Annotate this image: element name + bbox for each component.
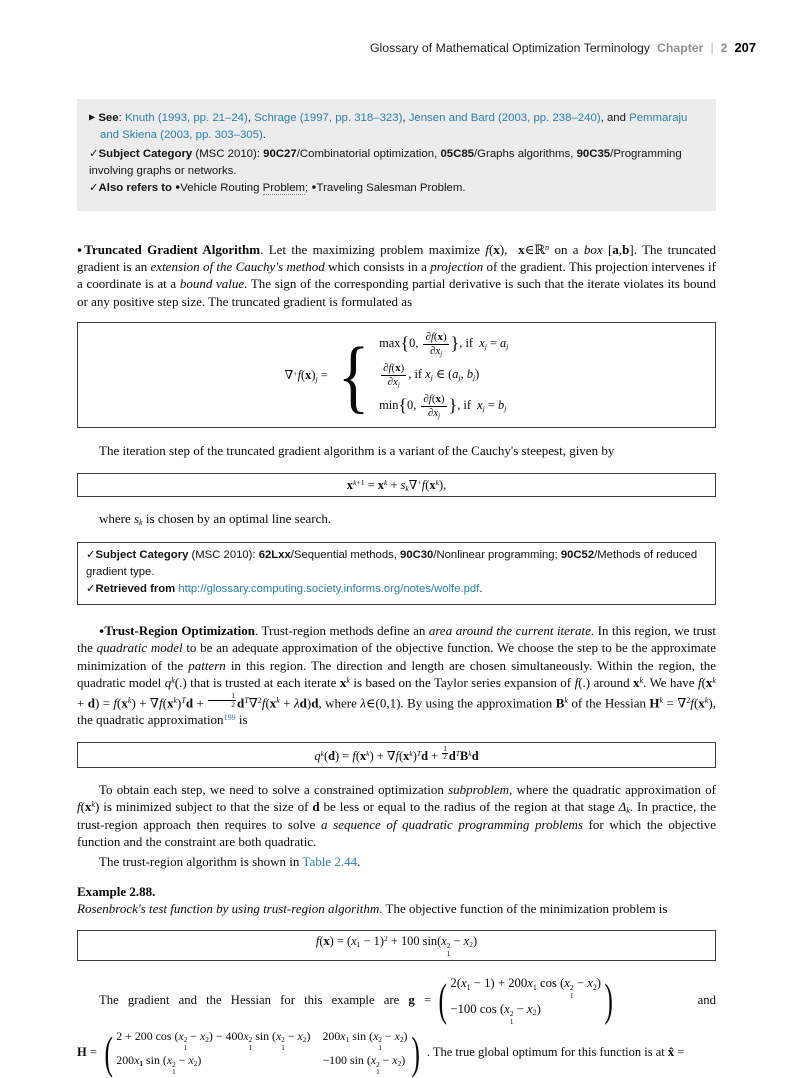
piecewise-case-lower-bound: max{0, $\frac{\partial f(x)}{\partial x_j}$ }, if $x_j = a_j$: [379, 331, 509, 358]
retrieved-url-link[interactable]: http://glossary.computing.society.informs.org/notes/wolfe.pdf: [178, 583, 480, 596]
hessian-cell-r1c2: $200x_1$ sin (x 2 1 − $x_2$): [322, 1028, 408, 1052]
ref-link-schrage[interactable]: Schrage (1997, pp. 318–323): [254, 112, 403, 124]
hessian-cell-r2c2: −100 sin (x 2 1 − $x_2$): [322, 1053, 406, 1077]
open-paren-glyph: (: [104, 1026, 113, 1078]
table-reference-paragraph: The trust-region algorithm is shown in Table 2.44.: [99, 854, 361, 870]
truncated-gradient-formula-box: [77, 322, 716, 428]
close-paren-glyph: ): [410, 1026, 420, 1078]
running-head-title: Glossary of Mathematical Optimization Terminology: [369, 41, 650, 55]
gradient-row-1: $2(x_1 - 1) + 200x_1$ cos (x 2 1 − $x_2$): [450, 976, 602, 1000]
page-header: [77, 40, 756, 55]
open-paren-glyph: (: [438, 974, 447, 1026]
footnote-199-link[interactable]: 199: [223, 713, 236, 723]
hessian-matrix: [101, 1028, 423, 1077]
example-heading: Example 2.88.: [77, 883, 156, 899]
formula-lhs: $\nabla^+f(x)_j$ =: [284, 368, 328, 384]
subject-category-line: ✓Subject Category (MSC 2010): 90C27/Combinatorial optimization, 05C85/Graphs algorithms, 90C35/Programming involving graphs or networks.: [89, 147, 682, 177]
piecewise-case-interior: $\frac{\partial f(x)}{\partial x_j}$ , if $x_j$ ∈ ($a_j$, $b_j$): [383, 362, 480, 389]
gradient-row: [77, 974, 716, 1025]
ref-link-knuth[interactable]: Knuth (1993, pp. 21–24): [124, 112, 248, 124]
piecewise-case-upper-bound: min{0, $\frac{\partial f(x)}{\partial x_j}$ }, if $x_j = b_j$: [379, 393, 507, 420]
iteration-formula-box: $x^{k+1} = x^k + s_k\nabla^+f(x^k)$,: [77, 473, 716, 497]
reference-box: [77, 99, 716, 211]
trust-region-paragraph: ●Trust-Region Optimization. Trust-region methods define an area around the current iterate. In this region, we trust the quadratic model to be an adequate approximation of the objective function. We choose the step to be the approximate minimization of the pattern in this region. The direction and length are chosen simultaneously. Within the region, the quadratic model $q^k(.)$ that is trusted at each iterate $x^k$ is based on the Taylor series expansion of f(.) around $x^k$. We have $f(x^k + d) = f(x^k) + \nabla f(x^k)^Td$ + $\frac{1}{2}$ $d^T\nabla^2f(x^k + \lambda d)d$, where λ∈(0,1). By using the approximation $B^k$ of the Hessian $H^k = \nabla^2f(x^k)$, the quadratic approximation$^{199}$ is: [77, 623, 717, 728]
line-search-paragraph: where $s_k$ is chosen by an optimal line search.: [99, 510, 332, 528]
ref-link-pemmaraju-skiena[interactable]: Pemmaraju and Skiena (2003, pp. 303–305): [100, 112, 688, 142]
gradient-vector: [435, 974, 616, 1025]
subject-category-line-2: ✓Subject Category (MSC 2010): 62Lxx/Sequential methods, 90C30/Nonlinear programming; 90C52/Methods of reduced gradient type.: [86, 549, 698, 579]
hessian-lhs: H =: [77, 1044, 97, 1059]
hessian-cell-r2c1: $200x_1$ sin (x 2 1 − $x_2$): [116, 1053, 202, 1077]
also-refers-line: ✓Also refers to ●Vehicle Routing Problem; ●Traveling Salesman Problem.: [89, 181, 466, 195]
gradient-outro-text: and: [697, 992, 716, 1007]
see-references-line: ▶ See: Knuth (1993, pp. 21–24), Schrage (1997, pp. 318–323), Jensen and Bard (2003, pp. 238–240), and Pemmaraju and Skiena (2003, pp. 303–305).: [89, 112, 688, 142]
close-paren-glyph: ): [604, 974, 613, 1026]
example-intro-paragraph: Rosenbrock's test function by using trust-region algorithm. The objective function of the minimization problem is: [77, 900, 668, 916]
chapter-number: 2: [720, 41, 728, 55]
page-number: 207: [734, 40, 756, 55]
chapter-label: Chapter: [656, 41, 704, 55]
hessian-outro-text: . The true global optimum for this function is at x̂ =: [426, 1044, 685, 1059]
truncated-gradient-paragraph: ●Truncated Gradient Algorithm. Let the maximizing problem maximize f(x), x∈ℝ$^n$ on a box [a,b]. The truncated gradient is an extension of the Cauchy's method which consists in a projection of the gradient. This projection intervenes if a coordinate is at a bound value. The sign of the corresponding partial derivative is such that the iterate violates its bound or any positive step size. The truncated gradient is formulated as: [77, 241, 716, 309]
hessian-row: [77, 1028, 716, 1077]
subject-category-box: [77, 542, 716, 605]
iteration-step-paragraph: The iteration step of the truncated gradient algorithm is a variant of the Cauchy's steepest, given by: [99, 443, 615, 459]
gradient-intro-text: The gradient and the Hessian for this example are g =: [99, 992, 432, 1007]
gradient-row-2: −100 cos (x 2 1 − $x_2$): [450, 1002, 541, 1026]
objective-function-formula-box: $f(x) = (x_1 - 1)^2 + 100$ sin(x 2 1 − $x_2$): [77, 930, 716, 961]
subproblem-paragraph: To obtain each step, we need to solve a constrained optimization subproblem, where the quadratic approximation of $f(x^k)$ is minimized subject to that the size of d be less or equal to the radius of the region at that stage $\Delta_k$. In practice, the trust-region approach then requires to solve a sequence of quadratic programming problems for which the objective function and the constraint are both quadratic.: [77, 781, 717, 849]
table-2-44-link[interactable]: Table 2.44: [302, 854, 358, 870]
hessian-cell-r1c1: 2 + 200 cos (x 2 1 − $x_2) - 400x$ 2 1 sin (x 2 1 − $x_2$): [116, 1028, 311, 1052]
retrieved-from-line: ✓Retrieved from http://glossary.computing.society.informs.org/notes/wolfe.pdf.: [86, 583, 483, 596]
quadratic-approximation-formula-box: $q^k(d) = f(x^k) + \nabla f(x^k)^Td$ + $\frac{1}{2}$ $d^TB^kd$: [77, 742, 716, 768]
piecewise-brace-glyph: {: [337, 329, 370, 421]
chapter-separator: |: [710, 41, 714, 55]
ref-link-jensen-bard[interactable]: Jensen and Bard (2003, pp. 238–240): [408, 112, 601, 124]
